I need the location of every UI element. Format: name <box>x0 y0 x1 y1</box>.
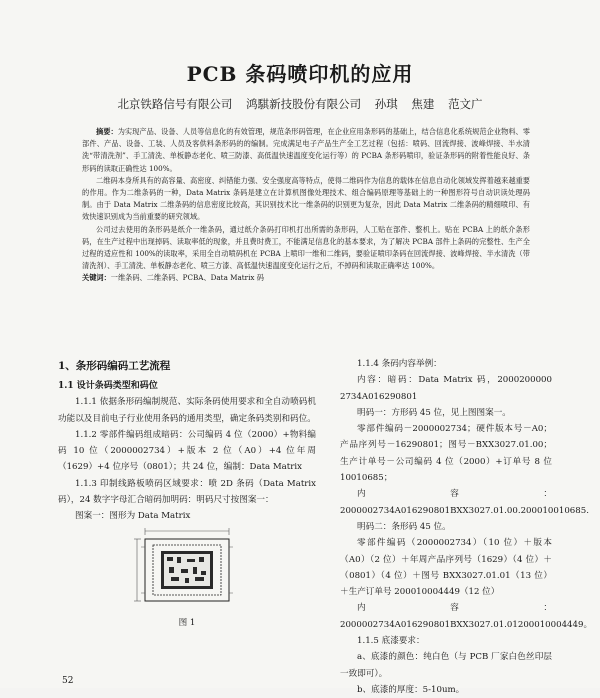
abstract-paragraph-3: 公司过去使用的条形码是纸介一维条码，通过纸介条码打印机打出所需的条形码，人工贴在部件、整机上。贴在 PCBA 上的纸介条形码，在生产过程中出现掉码、读取率低的现象，并且费时费工，不能满足信息化的基本要求，为了解决 PCBA 部件上条码的完整性、生产全过程的适应性和 100%的读取率，采用全自动喷码机在 PCBA 上喷印一维和二维码，要验证喷印条码在回流焊接、波峰焊接、半水清洗（带清洗剂）、手工清洗、单板静态老化、喷三方漆、高低温快速温度变化运行之后，不掉码和读取正确率达 100%。 <box>82 224 530 271</box>
author-3: 范文广 <box>448 97 483 111</box>
figure-caption: 图 1 <box>178 617 196 628</box>
figure-label: 图案一：图形为 Data Matrix <box>75 511 191 522</box>
page-number: 52 <box>62 676 74 686</box>
author-line <box>0 96 600 112</box>
datamatrix-drawing <box>131 527 243 605</box>
heading-1-1-5: 1.1.5 底漆要求： <box>357 636 425 647</box>
paragraph-1-1-2: 1.1.2 零部件编码组成暗码：公司编码 4 位（2000）+物料编码 10 位（2000002734）+版本 2 位（A0）+4 位年周（1629）+4 位序号（0801）；共 24 位，编制：Data Matrix <box>58 429 316 473</box>
mingma-paragraph-2: 明码二：条形码 45 位。 <box>357 521 451 532</box>
affiliation-2: 鸿騏新技股份有限公司 <box>246 97 362 111</box>
primer-color-item: a、底漆的颜色：纯白色（与 PCB 厂家白色丝印层一致即可）。 <box>340 652 552 679</box>
author-2: 焦建 <box>411 97 435 111</box>
heading-1-1-4: 1.1.4 条码内容举例： <box>357 359 442 369</box>
datamatrix-figure <box>131 527 243 605</box>
paragraph-1-1-3: 1.1.3 印制线路板喷码区域要求：喷 2D 条码（Data Matrix 码），24 数字字母汇合暗码加明码：明码尺寸按图案一： <box>58 478 316 506</box>
section-heading-1: 1、条形码编码工艺流程 <box>58 360 171 372</box>
abstract-paragraph-2: 二维码本身所具有的高容量、高密度、纠错能力强、安全强度高等特点，使得二维码作为信息的载体在信息自动化领域发挥着越来越重要的作用。作为二维条码的一种，Data Matrix 条码是建立在计算机图像处理技术、组合编码原理等基础上的一种图形符号自动识读处理码制。由于 Data Matrix 二维条码的信息密度比较高，其识别技术比一维条码的识别更为复杂，因此 Data Matrix 二维条码的精细喷印、有效快速识别成为当前重要的研究领域。 <box>82 175 530 222</box>
content-paragraph-1: 内容：暗码：Data Matrix 码，2000200000 2734A016290801 <box>340 375 552 402</box>
content-paragraph-3: 内容：2000002734A016290801BXX3027.01.01200010004449。 <box>340 603 593 630</box>
left-column <box>58 356 316 631</box>
mingma-paragraph-1: 明码一：方形码 45 位，见上图图案一。 <box>357 407 511 418</box>
paragraph-1-1-1: 1.1.1 依据条形码编制规范、实际条码使用要求和全自动喷码机功能以及目前电子行业使用条码的通用类型，确定条码类别和码位。 <box>58 397 316 424</box>
keywords-line <box>82 272 530 284</box>
content-paragraph-2: 内容：2000002734A016290801BXX3027.01.00.200010010685. <box>340 489 589 516</box>
abstract-block <box>82 126 530 285</box>
parts-paragraph-1: 零部件编码－2000002734；硬件版本号－A0；产品序列号－16290801；图号－BXX3027.01.00；生产计单号－公司编码 4 位（2000）+订单号 8 位 10010685； <box>340 424 552 484</box>
abstract-paragraph-1: 摘要：为实现产品、设备、人员等信息化的有效管理，规范条形码管理，在企业应用条形码的基础上，结合信息化系统规范企业物料、零部件、产品、设备、工装、人员及客供料条形码的的编制。完成满足电子产品生产全工艺过程（包括：喷码、回流焊接、波峰焊接、半水清洗“带清洗剂”、手工清洗、单板静态老化、喷三防漆、高低温快速温度变化运行等）的 PCBA 条形码喷印，验证条形码的附着性能良好、条形码的读取正确性达 100%。 <box>82 127 530 173</box>
keywords-text: 一维条码、二维条码、PCBA、Data Matrix 码 <box>110 273 264 283</box>
article-title: PCB 条码喷印机的应用 <box>186 62 414 86</box>
abstract-label: 摘要： <box>96 127 118 136</box>
author-1: 孙琪 <box>374 97 398 111</box>
subsection-heading-1-1: 1.1 设计条码类型和码位 <box>58 381 158 391</box>
primer-thickness-item: b、底漆的厚度：5-10um。 <box>357 684 465 695</box>
parts-paragraph-2: 零部件编码（2000002734）（10 位）＋版本（A0）（2 位）＋年周产品序列号（1629）（4 位）＋（0801）（4 位）＋图号 BXX3027.01.01（13 位）＋生产订单号 200010004449（12 位） <box>340 538 552 598</box>
right-column <box>340 356 593 698</box>
affiliation-1: 北京铁路信号有限公司 <box>117 97 233 111</box>
keywords-label: 关键词： <box>82 273 111 283</box>
